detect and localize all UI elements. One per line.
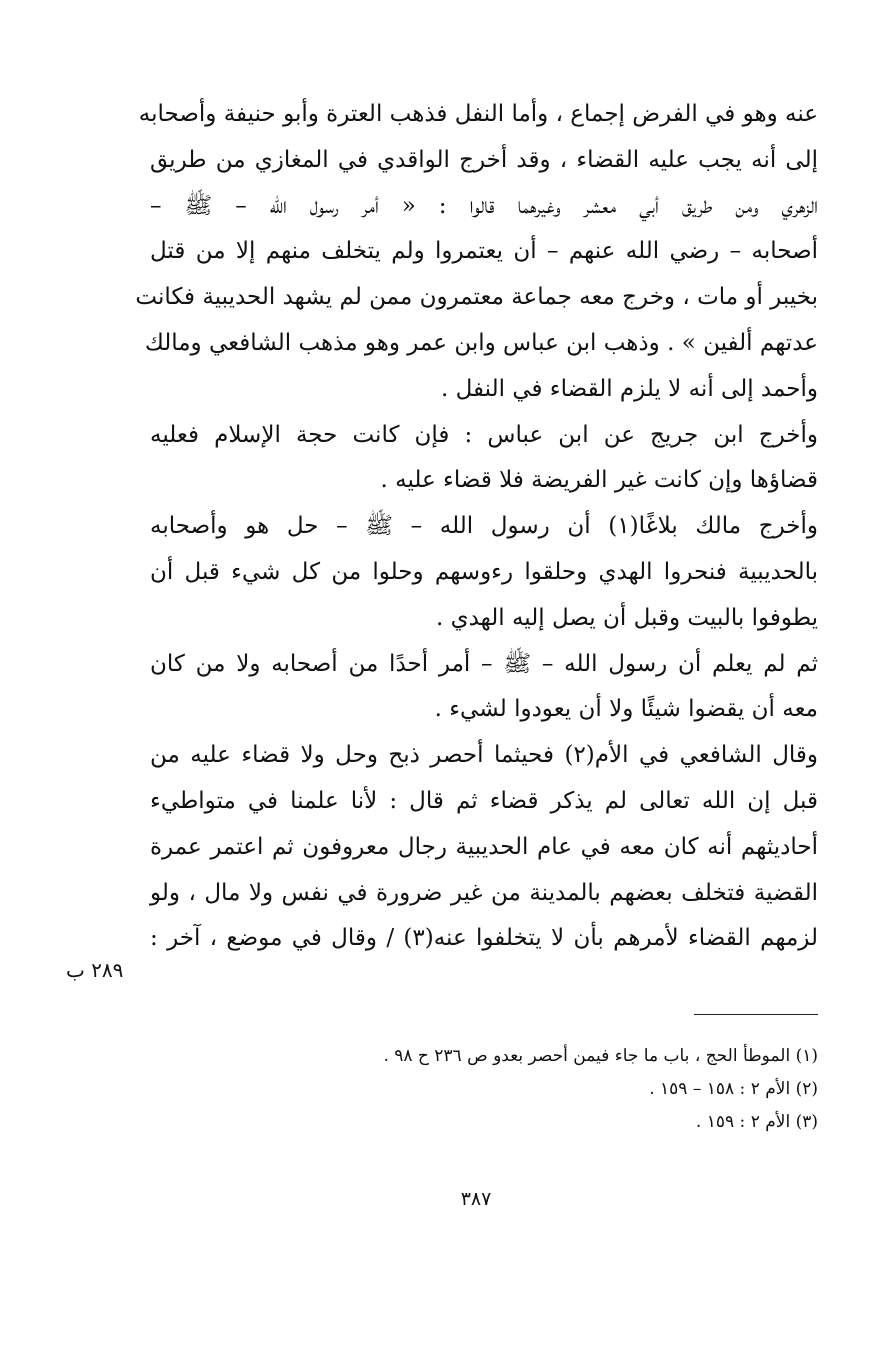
footnote: (٣) الأم ٢ : ١٥٩ .: [695, 1112, 818, 1132]
footnotes: [300, 1040, 818, 1139]
text-line: ثم لم يعلم أن رسول الله – ﷺ – أمر أحدًا من أصحابه ولا من كان: [150, 650, 818, 677]
text-line: عدتهم ألفين » . وذهب ابن عباس وابن عمر وهو مذهب الشافعي ومالك: [144, 329, 818, 356]
paragraph: [135, 92, 818, 413]
text-line: وأخرج ابن جريج عن ابن عباس : فإن كانت حجة الإسلام فعليه: [150, 421, 818, 448]
page-number: ٣٨٧: [460, 1188, 492, 1210]
text-line: إلى أنه يجب عليه القضاء ، وقد أخرج الواقدي في المغازي من طريق: [150, 146, 818, 173]
text-line: عنه وهو في الفرض إجماع ، وأما النفل فذهب العترة وأبو حنيفة وأصحابه: [138, 101, 818, 127]
text-line: معه أن يقضوا شيئًا ولا أن يعودوا لشيء .: [434, 696, 818, 723]
text-line: قضاؤها وإن كانت غير الفريضة فلا قضاء عليه .: [380, 467, 818, 494]
text-line: يطوفوا بالبيت وقبل أن يصل إليه الهدي .: [435, 604, 818, 631]
paragraph: [150, 504, 818, 641]
paragraph: [150, 733, 818, 962]
text-line: بالحديبية فنحروا الهدي وحلقوا رءوسهم وحلوا من كل شيء قبل أن: [150, 558, 818, 585]
text-line: لزمهم القضاء لأمرهم بأن لا يتخلفوا عنه(٣) / وقال في موضع ، آخر :: [150, 925, 818, 952]
text-line: قبل إن الله تعالى لم يذكر قضاء ثم قال : لأنا علمنا في متواطيء: [150, 787, 818, 814]
text-line: وأخرج مالك بلاغًا(١) أن رسول الله – ﷺ – حل هو وأصحابه: [150, 513, 818, 540]
text-line: الزهري ومن طريق أبي معشر وغيرهما قالوا : « أمر رسول الله – ﷺ –: [150, 192, 818, 219]
text-line: أحاديثهم أنه كان معه في عام الحديبية رجال معروفون ثم اعتمر عمرة: [150, 833, 818, 860]
text-line: وقال الشافعي في الأم(٢) فحيثما أحصر ذبح وحل ولا قضاء عليه من: [150, 742, 819, 769]
main-text: [135, 92, 819, 962]
footnote: (١) الموطأ الحج ، باب ما جاء فيمن أحصر بعدو ص ٢٣٦ ح ٩٨ .: [383, 1046, 818, 1066]
text-line: وأحمد إلى أنه لا يلزم القضاء في النفل .: [441, 375, 818, 402]
text-line: القضية فتخلف بعضهم بالمدينة من غير ضرورة في نفس ولا مال ، ولو: [150, 879, 818, 906]
footnote-separator: [694, 1014, 818, 1015]
text-line: أصحابه – رضي الله عنهم – أن يعتمروا ولم يتخلف منهم إلا من قتل: [150, 238, 818, 265]
footnote: (٢) الأم ٢ : ١٥٨ – ١٥٩ .: [649, 1079, 818, 1099]
paragraph: [150, 413, 818, 505]
paragraph: [150, 642, 818, 734]
manuscript-folio-marker: ٢٨٩ ب: [66, 958, 124, 982]
text-line: بخيبر أو مات ، وخرج معه جماعة معتمرون ممن لم يشهد الحديبية فكانت: [135, 284, 818, 311]
